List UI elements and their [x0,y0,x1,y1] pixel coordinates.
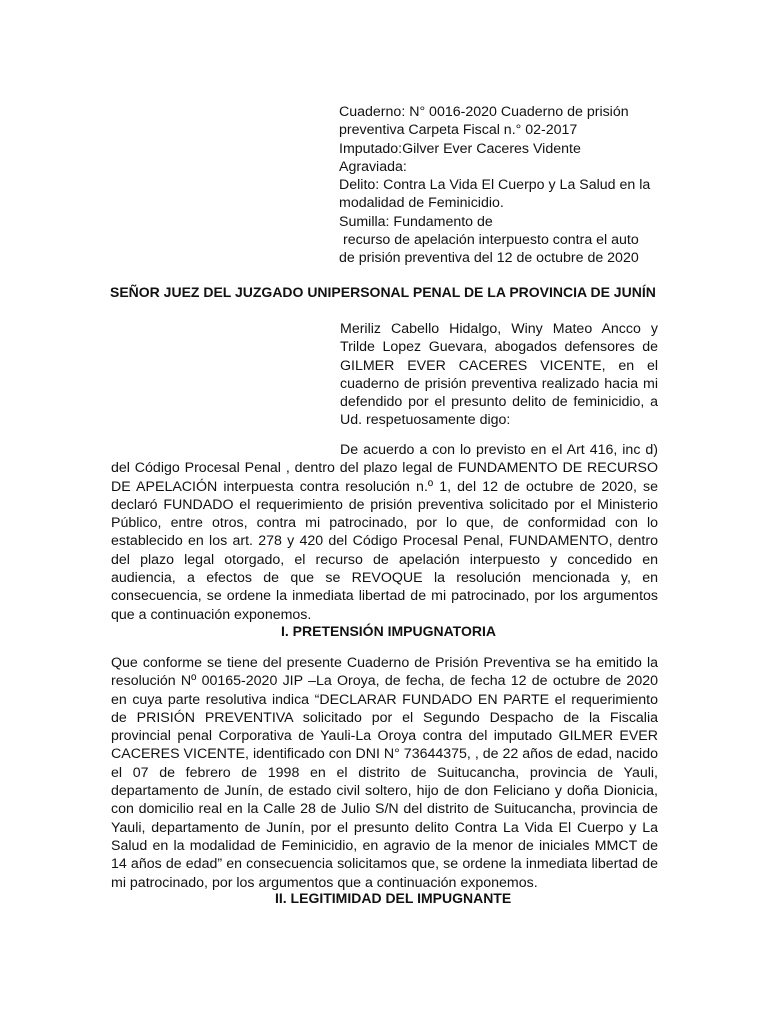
caption-line-carpeta: preventiva Carpeta Fiscal n.° 02-2017 [339,122,578,139]
caption-line-cuaderno: Cuaderno: N° 0016-2020 Cuaderno de prisión [339,104,629,120]
main-paragraph [111,441,658,624]
caption-line-prision: de prisión preventiva del 12 de octubre de 2020 [339,250,639,267]
caption-line-agraviada: Agraviada: [339,158,407,175]
parties-paragraph: Meriliz Cabello Hidalgo, Winy Mateo Ancco y Trilde Lopez Guevara, abogados defensores de GILMER EVER CACERES VICENTE, en el cuaderno de prisión preventiva realizado hacia mi defendido por el presunto delito de feminicidio, a Ud. respetuosamente digo: [340,321,658,429]
court-address: SEÑOR JUEZ DEL JUZGADO UNIPERSONAL PENAL DE LA PROVINCIA DE JUNÍN [110,284,656,300]
case-caption [339,103,659,268]
caption-line-imputado: Imputado:Gilver Ever Caceres Vidente [339,140,581,157]
section-pretension-paragraph: Que conforme se tiene del presente Cuaderno de Prisión Preventiva se ha emitido la resolución Nº 00165-2020 JIP –La Oroya, de fecha, de fecha 12 de octubre de 2020 en cuya parte resolutiva indica “DECLARAR FUNDADO EN PARTE el requerimiento de PRISIÓN PREVENTIVA solicitado por el Segundo Despacho de la Fiscalia provincial penal Corporativa de Yauli-La Oroya contra del imputado GILMER EVER CACERES VICENTE, identificado con DNI N° 73644375, , de 22 años de edad, nacido el 07 de febrero de 1998 en el distrito de Suitucancha, provincia de Yauli, departamento de Junín, de estado civil soltero, hijo de don Feliciano y doña Dionicia, con domicilio real en la Calle 28 de Julio S/N del distrito de Suitucancha, provincia de Yauli, departamento de Junín, por el presunto delito Contra La Vida El Cuerpo y La Salud en la modalidad de Feminicidio, en agravio de la menor de iniciales MMCT de 14 años de edad” en consecuencia solicitamos que, se ordene la inmediata libertad de mi patrocinado, por los argumentos que a continuación exponemos. [111,655,658,891]
section-heading-pretension: I. PRETENSIÓN IMPUGNATORIA [281,623,496,639]
caption-line-recurso: recurso de apelación interpuesto contra el auto [343,232,639,249]
main-paragraph-first-line: De acuerdo a con lo previsto en el Art 416, inc d) [340,442,658,458]
section-heading-legitimidad: II. LEGITIMIDAD DEL IMPUGNANTE [275,890,512,906]
caption-line-modalidad: modalidad de Feminicidio. [339,195,504,212]
caption-line-delito: Delito: Contra La Vida El Cuerpo y La Salud en la [339,177,651,194]
caption-line-sumilla: Sumilla: Fundamento de [339,213,493,230]
main-paragraph-body: del Código Procesal Penal , dentro del plazo legal de FUNDAMENTO DE RECURSO DE APELACIÓN interpuesta contra resolución n.º 1, del 12 de octubre de 2020, se declaró FUNDADO el requerimiento de prisión preventiva solicitado por el Ministerio Público, entre otros, contra mi patrocinado, por lo que, de conformidad con lo establecido en los art. 278 y 420 del Código Procesal Penal, FUNDAMENTO, dentro del plazo legal otorgado, el recurso de apelación interpuesto y concedido en audiencia, a efectos de que se REVOQUE la resolución mencionada y, en consecuencia, se ordene la inmediata libertad de mi patrocinado, por los argumentos que a continuación exponemos. [111,460,658,623]
